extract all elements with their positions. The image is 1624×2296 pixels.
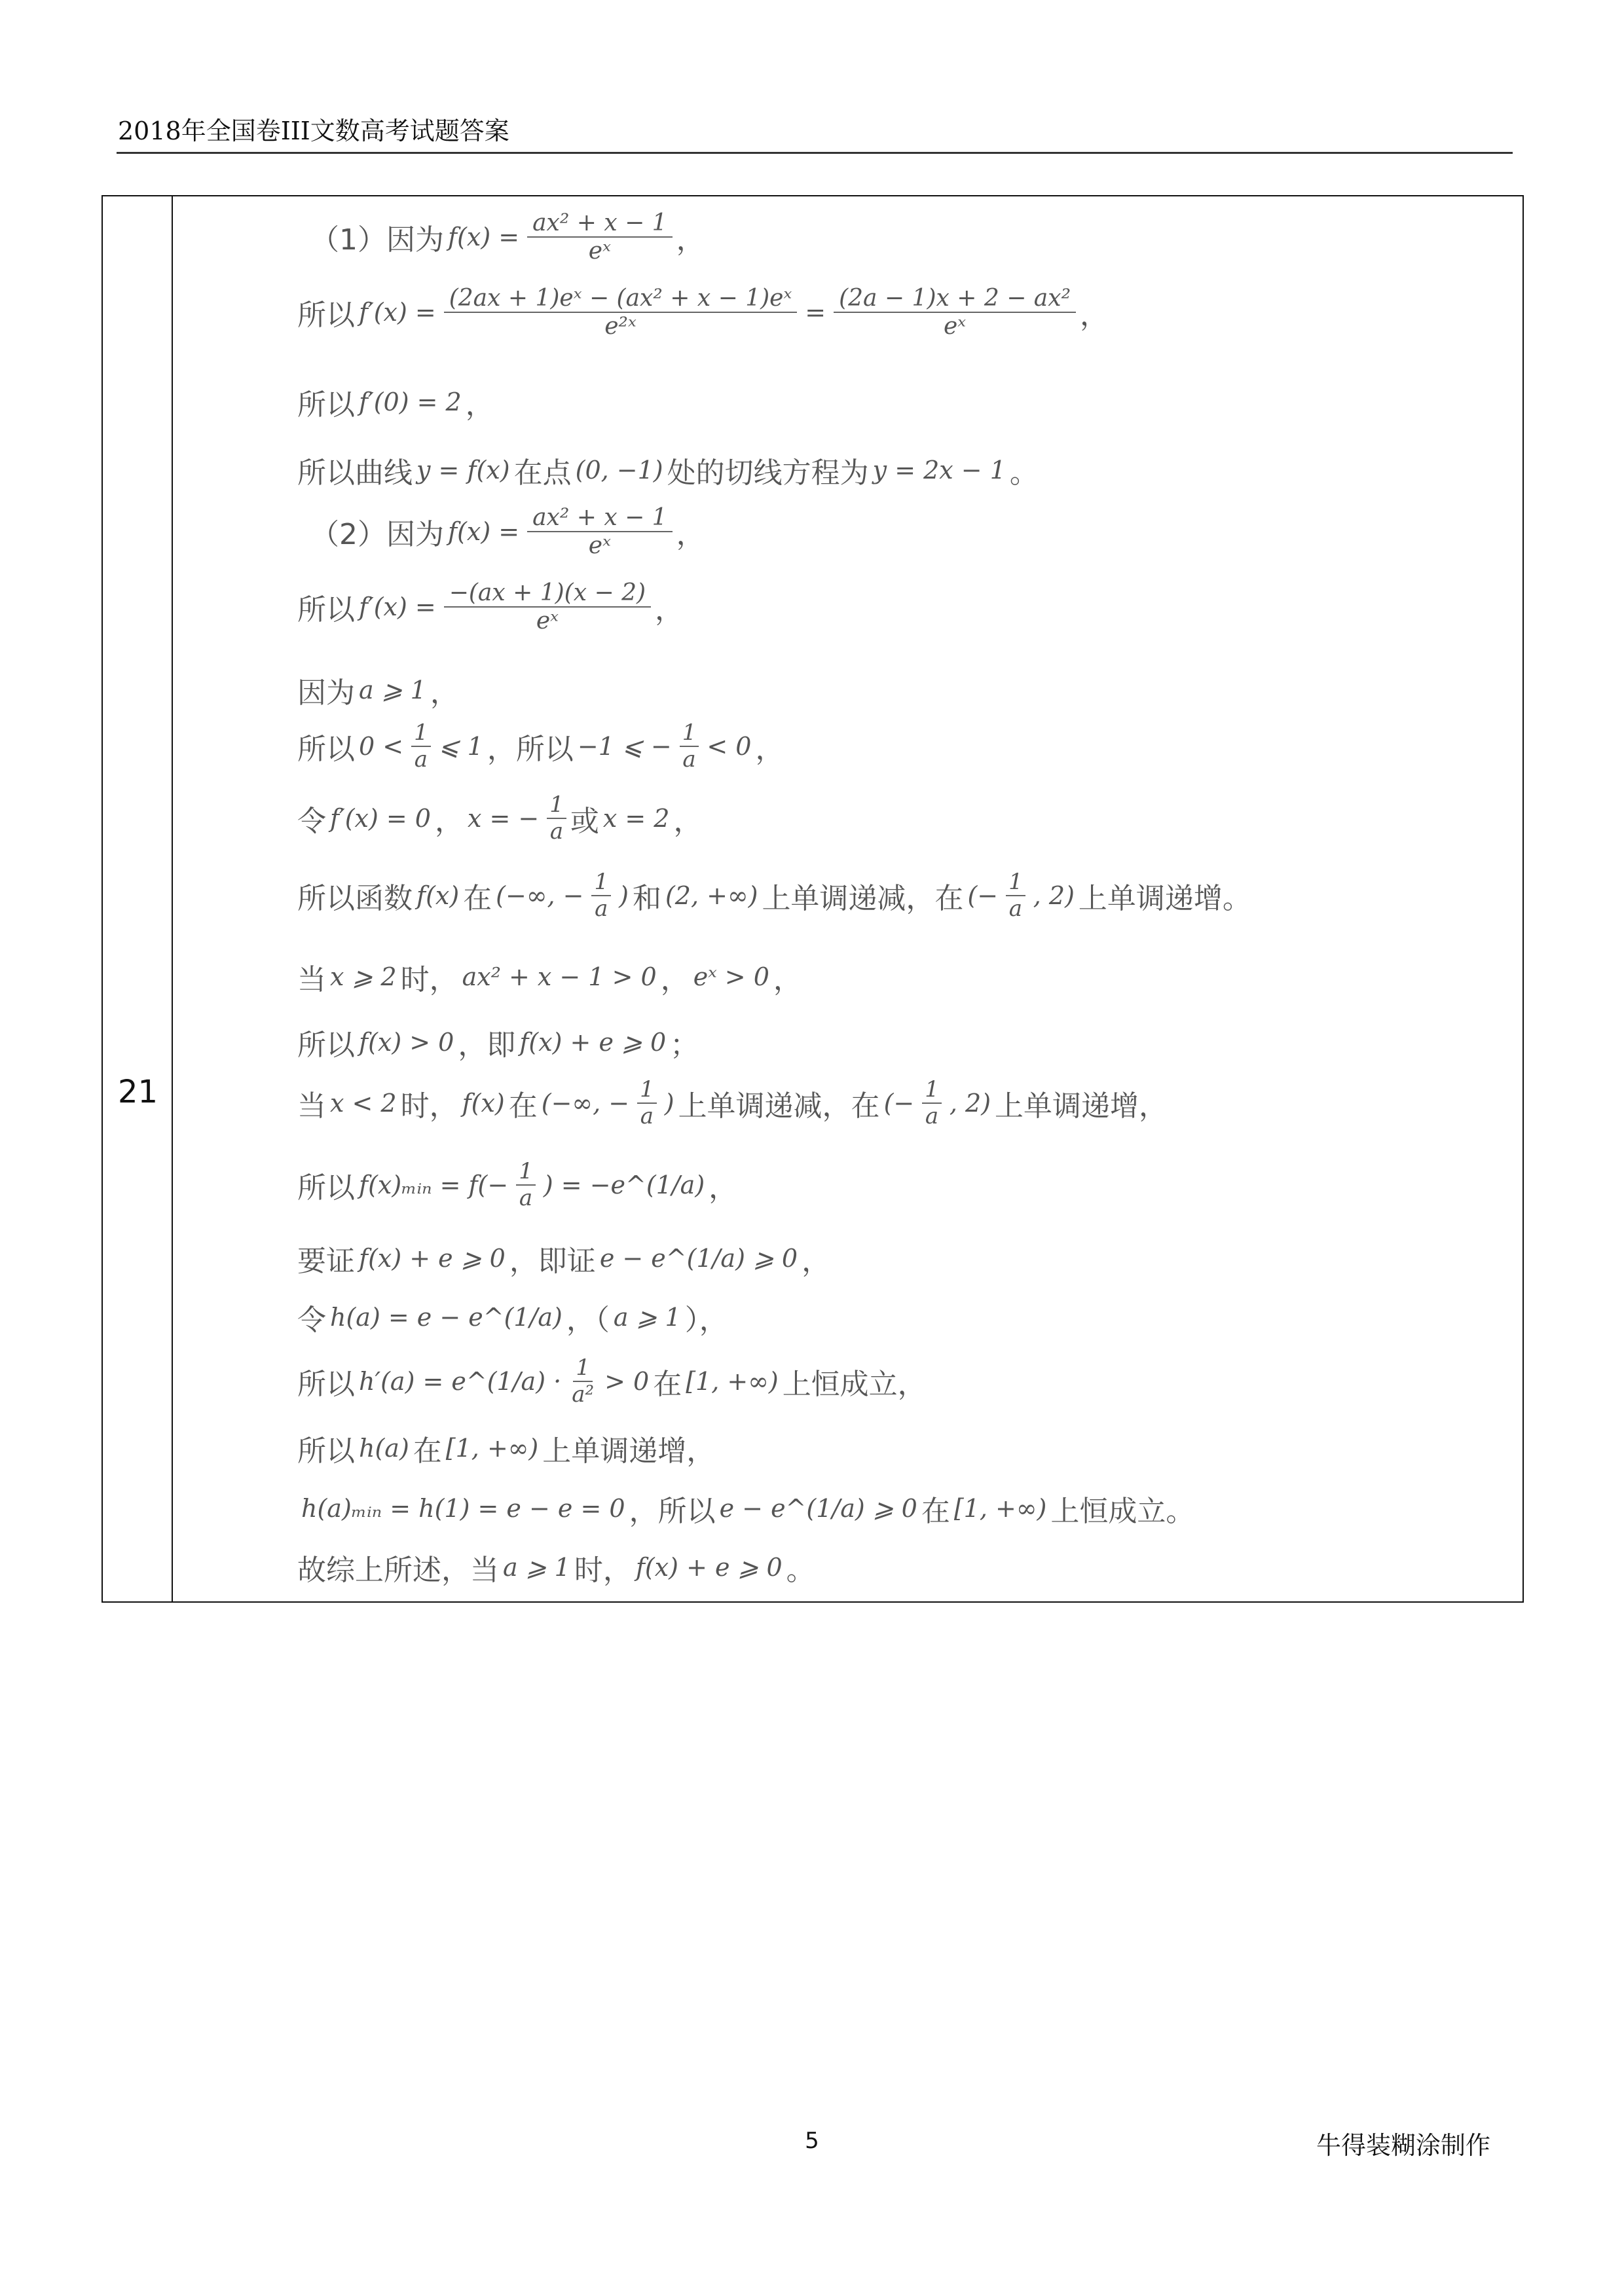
fraction-denominator: a [549,818,564,845]
line-text: ， [465,388,494,422]
line-text: ； [670,1029,699,1062]
fraction-numerator: 1 [1006,869,1025,896]
solution-line-6 [297,579,684,635]
line-text: 在点 [513,456,572,490]
line-text: 。 [1009,456,1039,490]
line-text: ）， [684,1303,728,1337]
line-text: 当 [297,963,326,996]
line-text: 上单调递增， [542,1434,716,1468]
line-text: 因为 [297,676,355,710]
line-text: ， [673,805,703,839]
math-expr: f′(x) = 0 [330,804,431,833]
solution-line-8 [297,720,784,773]
solution-line-3 [297,381,494,423]
math-expr: y = 2x − 1 [872,456,1006,484]
math-expr: f′(x) = [359,592,436,622]
fraction-denominator: eˣ [536,608,559,635]
math-expr: , 2) [1033,881,1075,911]
line-text: 上单调递增， [995,1089,1168,1123]
fraction-numerator: 1 [411,720,431,747]
fraction [680,720,699,773]
math-expr: [1, +∞) [953,1494,1047,1523]
line-text: 在 [508,1089,538,1123]
math-expr: h(a) = e − e^(1/a) [330,1303,563,1332]
solution-line-10 [297,869,1251,922]
fraction-numerator: 1 [637,1077,657,1104]
fraction-denominator: a [925,1103,939,1130]
line-text: 时， [400,963,458,996]
math-expr: h(a) [359,1434,409,1463]
line-text: 所以曲线 [297,456,413,490]
line-text: ， [773,963,802,996]
answer-table [101,195,1524,1603]
math-expr: f(x) = [448,223,520,252]
fraction-numerator: −(ax + 1)(x − 2) [444,579,651,608]
math-expr: (0, −1) [575,456,663,484]
line-text: ，所以 [629,1495,716,1528]
fraction-denominator: a [414,746,428,773]
line-text: ，即证 [509,1245,596,1278]
page-header [117,117,1513,154]
line-text: 令 [297,1303,326,1337]
fraction-numerator: 1 [547,792,566,819]
line-text: 时， [400,1089,458,1123]
fraction-numerator: ax² + x − 1 [527,210,673,238]
line-text: ， [755,733,784,767]
fraction [834,285,1076,340]
fraction [637,1077,657,1129]
math-expr: ) [619,881,629,911]
fraction-numerator: 1 [922,1077,942,1104]
line-text: ， [434,805,464,839]
line-text: 在 [653,1368,682,1402]
solution-line-17 [297,1355,927,1408]
fraction-denominator: a [640,1103,654,1130]
fraction [922,1077,942,1129]
line-text: ， [676,223,705,257]
line-text: ， [430,676,459,710]
fraction [569,1355,597,1408]
line-text: ， [802,1245,831,1278]
line-text: 所以 [297,1029,355,1062]
math-expr: = [805,298,826,327]
line-text: 所以 [297,593,355,627]
math-expr: f(x) > 0 [359,1028,454,1057]
math-expr: (2, +∞) [665,881,758,911]
line-text: ， [676,518,705,552]
solution-line-19 [297,1487,1194,1529]
math-expr: [1, +∞) [686,1367,779,1396]
line-text: 所以 [297,1368,355,1402]
solution-line-13 [297,1077,1168,1129]
math-expr: f(x) + e ⩾ 0 [359,1244,506,1273]
fraction-denominator: a [519,1185,533,1212]
math-expr: ax² + x − 1 > 0 [462,962,657,991]
line-text: 上恒成立， [782,1368,927,1402]
line-text: 时， [574,1554,632,1587]
fraction-denominator: a [595,896,608,922]
fraction [444,579,651,635]
line-text: 令 [297,805,326,839]
math-expr: y = f(x) [416,456,510,484]
math-expr: a ⩾ 1 [503,1553,570,1582]
math-expr: f(x) [462,1089,505,1118]
solution-line-9 [297,792,702,845]
math-expr: x < 2 [330,1089,397,1118]
line-text: ， [1080,299,1109,333]
solution-line-4 [297,449,1039,491]
line-text: 所以 [297,299,355,333]
line-text: 要证 [297,1245,355,1278]
line-text: （2）因为 [310,518,444,552]
line-text: 所以 [297,388,355,422]
fraction-denominator: eˣ [588,238,611,265]
page-number: 5 [805,2128,819,2154]
line-text: ， [660,963,690,996]
header-title: 2018年全国卷III文数高考试题答案 [118,117,509,145]
fraction-denominator: eˣ [588,532,611,560]
math-expr: (− [883,1089,915,1118]
math-expr: h(a)ₘᵢₙ = h(1) = e − e = 0 [301,1494,625,1523]
fraction [527,504,673,560]
fraction-numerator: (2a − 1)x + 2 − ax² [834,285,1076,313]
math-expr: x ⩾ 2 [330,962,397,991]
line-text: 所以 [297,1434,355,1468]
math-expr: e − e^(1/a) ⩾ 0 [719,1494,917,1523]
solution-line-11 [297,956,802,998]
line-text: 所以函数 [297,882,413,916]
math-expr: 0 < [359,732,404,761]
line-text: 和 [632,882,661,916]
line-text: ， [655,593,684,627]
math-expr: e − e^(1/a) ⩾ 0 [599,1244,798,1273]
math-expr: x = 2 [602,804,670,833]
line-text: （1）因为 [310,223,444,257]
fraction-denominator: a [682,746,696,773]
math-expr: , 2) [949,1089,991,1118]
math-expr: x = − [467,804,540,833]
line-text: 。 [786,1554,815,1587]
fraction-numerator: 1 [516,1159,536,1186]
line-text: 上恒成立。 [1050,1495,1195,1528]
math-expr: f′(0) = 2 [359,388,462,416]
line-text: 或 [570,805,599,839]
math-expr: (−∞, − [496,881,584,911]
line-text: ，即 [458,1029,516,1062]
math-expr: f′(x) = [359,298,436,327]
solution-line-1 [310,210,705,265]
line-text: 故综上所述，当 [297,1554,499,1587]
line-text: 当 [297,1089,326,1123]
fraction-denominator: a² [572,1381,595,1408]
math-expr: ⩽ 1 [438,732,483,761]
math-expr: ) [664,1089,674,1118]
math-expr: f(x) [416,881,460,911]
solution-line-20 [297,1546,815,1588]
question-number-column [103,196,173,1601]
fraction [411,720,431,773]
solution-line-2 [297,285,1109,340]
line-text: ， [709,1171,738,1205]
solution-line-12 [297,1021,699,1063]
fraction-numerator: 1 [591,869,611,896]
line-text: 所以 [297,733,355,767]
fraction [516,1159,536,1211]
fraction-numerator: 1 [680,720,699,747]
fraction-denominator: eˣ [943,313,967,340]
solution-content [173,196,1522,1601]
fraction-numerator: 1 [573,1355,593,1382]
line-text: 所以 [297,1171,355,1205]
math-expr: > 0 [604,1367,650,1396]
solution-line-15 [297,1237,830,1279]
math-expr: f(x)ₘᵢₙ = f(− [359,1171,509,1200]
math-expr: [1, +∞) [445,1434,539,1463]
math-expr: a ⩾ 1 [359,676,426,704]
line-text: ，（ [566,1303,610,1337]
math-expr: (−∞, − [541,1089,630,1118]
solution-line-18 [297,1427,715,1469]
line-text: 上单调递增。 [1078,882,1251,916]
math-expr: eˣ > 0 [693,962,769,991]
line-text: 在 [921,1495,950,1528]
math-expr: f(x) = [448,517,520,547]
fraction [1006,869,1025,922]
fraction [527,210,673,265]
fraction-numerator: ax² + x − 1 [527,504,673,532]
line-text: 处的切线方程为 [667,456,869,490]
line-text: 在 [413,1434,442,1468]
question-number: 21 [117,1074,158,1110]
fraction [547,792,566,845]
math-expr: (− [967,881,999,911]
math-expr: f(x) + e ⩾ 0 [635,1553,783,1582]
math-expr: a ⩾ 1 [613,1303,681,1332]
footer-brand: 牛得装糊涂制作 [1316,2131,1491,2160]
fraction-denominator: a [1008,896,1023,922]
fraction-numerator: (2ax + 1)eˣ − (ax² + x − 1)eˣ [444,285,798,313]
fraction-denominator: e²ˣ [604,313,637,340]
math-expr: ) = −e^(1/a) [543,1171,705,1200]
fraction [444,285,798,340]
line-text: 在 [463,882,492,916]
solution-line-14 [297,1159,737,1211]
line-text: 上单调递减，在 [762,882,964,916]
math-expr: −1 ⩽ − [577,732,672,761]
math-expr: < 0 [707,732,752,761]
fraction [591,869,611,922]
line-text: ，所以 [487,733,574,767]
math-expr: f(x) + e ⩾ 0 [519,1028,667,1057]
math-expr: h′(a) = e^(1/a) · [359,1367,562,1396]
line-text: 上单调递减，在 [678,1089,880,1123]
solution-line-5 [310,504,705,560]
solution-line-16 [297,1296,728,1338]
solution-line-7 [297,669,459,711]
